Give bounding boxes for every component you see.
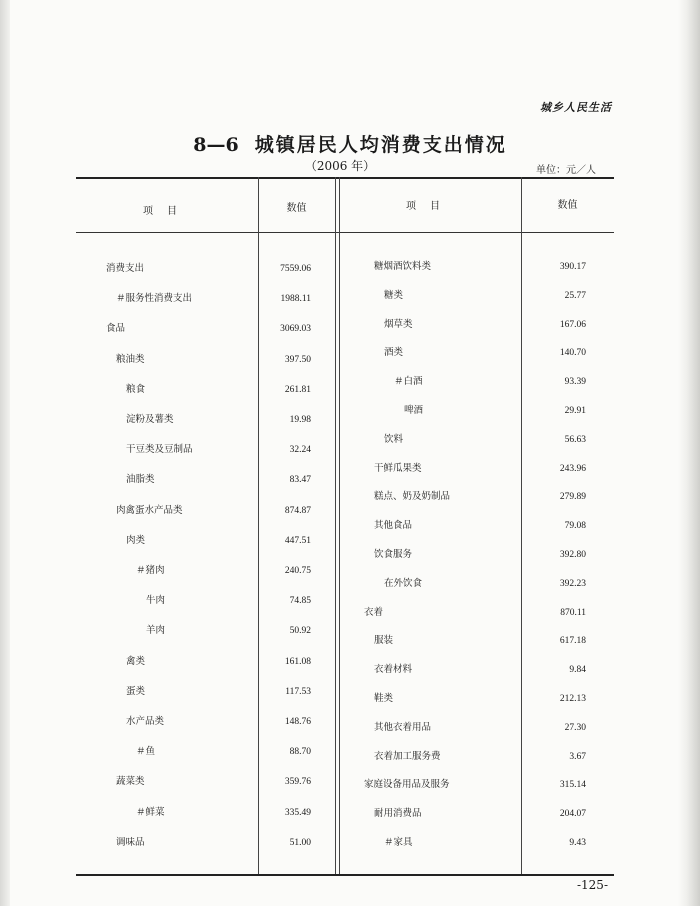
table-row — [76, 692, 614, 706]
row-value: 204.07 — [559, 809, 586, 820]
row-value: 335.49 — [284, 807, 311, 818]
row-item-label: ＃猪肉 — [136, 565, 165, 576]
table-top-rule — [76, 177, 614, 179]
row-item-label: 消费支出 — [106, 263, 145, 274]
row-item-label: 肉类 — [126, 534, 146, 546]
row-item-label: 水产品类 — [126, 716, 165, 727]
row-item-label: 蛋类 — [126, 685, 146, 697]
row-value: 27.30 — [564, 722, 586, 733]
row-item-label: 饮料 — [384, 433, 404, 445]
section-label: 城乡人民生活 — [540, 101, 612, 114]
unit-label: 单位：元／人 — [536, 165, 596, 176]
row-item-label: 衣着材料 — [374, 664, 413, 676]
table-row — [76, 807, 614, 821]
table-row — [76, 750, 614, 764]
row-item-label: 粮油类 — [116, 353, 145, 365]
row-value: 240.75 — [284, 566, 311, 576]
row-item-label: 糕点、奶及奶制品 — [374, 491, 451, 503]
row-item-label: 耐用消费品 — [374, 808, 422, 820]
row-value: 32.24 — [289, 445, 311, 456]
row-value: 243.96 — [559, 463, 586, 474]
row-item-label: 淀粉及薯类 — [126, 414, 174, 425]
row-item-label: 肉禽蛋水产品类 — [116, 504, 183, 516]
table-row — [76, 663, 614, 677]
table-row — [76, 504, 614, 518]
table-row — [76, 375, 614, 389]
row-item-label: 其他食品 — [374, 520, 413, 532]
table-row — [76, 433, 614, 447]
header-item-left: 项目 — [143, 206, 191, 217]
row-value: 392.23 — [559, 578, 586, 589]
table-row — [76, 634, 614, 648]
row-value: 74.85 — [289, 596, 311, 607]
row-value: 83.47 — [289, 475, 311, 486]
row-value: 390.17 — [559, 262, 586, 272]
header-value-left: 数值 — [286, 203, 307, 214]
row-value: 392.80 — [559, 550, 586, 560]
row-item-label: 鞋类 — [374, 693, 394, 704]
row-item-label: 蔬菜类 — [116, 776, 145, 788]
table-row — [76, 318, 614, 332]
table-row — [76, 490, 614, 504]
row-value: 161.08 — [284, 656, 311, 667]
row-item-label: ＃家具 — [384, 837, 413, 848]
row-value: 117.53 — [285, 686, 311, 697]
row-item-label: 糖类 — [384, 289, 404, 301]
row-item-label: 干豆类及豆制品 — [126, 444, 193, 456]
table-row — [76, 577, 614, 591]
table-row — [76, 404, 614, 418]
row-value: 88.70 — [289, 747, 311, 758]
row-value: 51.00 — [289, 837, 311, 848]
table-header-rule — [76, 232, 614, 233]
row-item-label: ＃服务性消费支出 — [116, 293, 193, 305]
table-row — [76, 606, 614, 620]
row-value: 93.39 — [564, 377, 586, 388]
table-row — [76, 289, 614, 303]
row-item-label: 烟草类 — [384, 318, 413, 330]
row-item-label: 啤酒 — [404, 405, 424, 416]
table-row — [76, 534, 614, 548]
row-item-label: 粮食 — [126, 383, 146, 395]
row-value: 29.91 — [564, 406, 586, 416]
row-value: 140.70 — [559, 348, 586, 359]
row-value: 397.50 — [284, 354, 311, 365]
row-item-label: 酒类 — [384, 347, 404, 359]
row-value: 1988.11 — [280, 294, 311, 305]
row-item-label: 服装 — [374, 635, 394, 647]
row-value: 25.77 — [564, 290, 586, 301]
row-item-label: 饮食服务 — [374, 549, 413, 560]
table-year: （2006 年） — [304, 159, 376, 173]
table-row — [76, 346, 614, 360]
row-value: 56.63 — [564, 434, 586, 445]
row-item-label: ＃白酒 — [394, 376, 423, 388]
row-value: 3069.03 — [280, 324, 311, 335]
table-row — [76, 548, 614, 562]
table-bottom-rule — [76, 874, 614, 876]
row-value: 870.11 — [560, 607, 586, 618]
row-item-label: 牛肉 — [146, 595, 166, 607]
row-item-label: 羊肉 — [146, 625, 166, 637]
row-value: 167.06 — [559, 319, 586, 330]
row-value: 19.98 — [289, 415, 311, 425]
table-title — [0, 130, 700, 157]
row-item-label: 衣着 — [364, 606, 384, 618]
header-item-right: 项目 — [406, 201, 454, 212]
consumption-table — [76, 177, 614, 880]
row-value: 148.76 — [284, 717, 311, 727]
table-row — [76, 260, 614, 274]
row-item-label: 禽类 — [126, 655, 146, 667]
row-item-label: ＃鲜菜 — [136, 806, 165, 818]
table-number: 8—6 — [193, 134, 239, 156]
row-item-label: ＃鱼 — [136, 746, 156, 758]
row-value: 9.43 — [569, 838, 586, 848]
row-value: 212.13 — [559, 694, 586, 704]
row-value: 3.67 — [569, 751, 586, 762]
row-value: 315.14 — [559, 780, 586, 791]
row-item-label: 食品 — [106, 323, 126, 335]
row-value: 9.84 — [569, 665, 586, 676]
row-value: 617.18 — [559, 636, 586, 647]
row-item-label: 糖烟酒饮料类 — [374, 261, 432, 272]
header-value-right: 数值 — [557, 200, 578, 211]
row-item-label: 衣着加工服务费 — [374, 750, 441, 762]
table-row — [76, 836, 614, 850]
row-item-label: 在外饮食 — [384, 577, 423, 589]
row-value: 261.81 — [284, 384, 311, 395]
table-row — [76, 721, 614, 735]
row-value: 50.92 — [289, 626, 311, 637]
row-item-label: 油脂类 — [126, 474, 155, 486]
row-value: 874.87 — [284, 505, 311, 516]
row-value: 79.08 — [564, 521, 586, 532]
row-value: 359.76 — [284, 777, 311, 788]
row-item-label: 干鲜瓜果类 — [374, 462, 422, 474]
page-number: -125- — [576, 878, 608, 892]
row-item-label: 家庭设备用品及服务 — [364, 779, 450, 791]
table-row — [76, 462, 614, 476]
row-value: 279.89 — [559, 492, 586, 503]
row-item-label: 其他衣着用品 — [374, 721, 432, 733]
table-row — [76, 519, 614, 533]
row-item-label: 调味品 — [116, 836, 145, 848]
table-title-text: 城镇居民人均消费支出情况 — [254, 134, 507, 156]
table-row — [76, 778, 614, 792]
row-value: 447.51 — [284, 535, 311, 546]
row-value: 7559.06 — [280, 264, 311, 274]
